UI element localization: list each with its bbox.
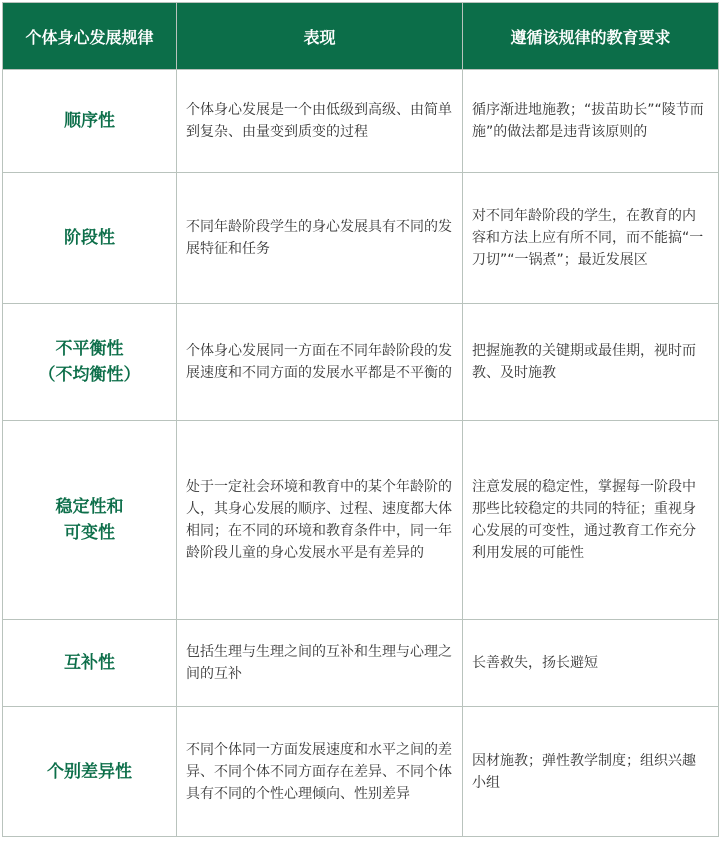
- law-name: [3, 70, 177, 173]
- law-name-line: （不均衡性）: [38, 365, 141, 385]
- header-manifestation: 表现: [177, 3, 463, 70]
- header-law: 个体身心发展规律: [3, 3, 177, 70]
- law-name-line: 阶段性: [64, 228, 115, 248]
- manifestation-cell: 不同个体同一方面发展速度和水平之间的差异、不同个体不同方面存在差异、不同个体具有不同的个性心理倾向、性别差异: [177, 707, 463, 837]
- law-name: [3, 421, 177, 620]
- law-name-line: 稳定性和: [55, 497, 124, 517]
- law-name: [3, 304, 177, 421]
- table-row: [3, 421, 719, 620]
- law-name-line: 可变性: [64, 523, 115, 543]
- law-name-line: 互补性: [64, 653, 115, 673]
- law-name-line: 个别差异性: [47, 761, 132, 782]
- table-row: [3, 70, 719, 173]
- requirement-cell: 把握施教的关键期或最佳期，视时而教、及时施教: [463, 304, 719, 421]
- law-name: [3, 173, 177, 304]
- requirement-cell: 长善救失，扬长避短: [463, 620, 719, 707]
- development-laws-table: [2, 2, 719, 837]
- header-row: [3, 3, 719, 70]
- law-name-line: 顺序性: [64, 111, 115, 131]
- law-name-line: 不平衡性: [55, 339, 124, 359]
- requirement-cell: 因材施教；弹性教学制度；组织兴趣小组: [463, 707, 719, 837]
- requirement-cell: 循序渐进地施教；“拔苗助长”“陵节而施”的做法都是违背该原则的: [463, 70, 719, 173]
- manifestation-cell: 处于一定社会环境和教育中的某个年龄阶的人，其身心发展的顺序、过程、速度都大体相同；在不同的环境和教育条件中，同一年龄阶段儿童的身心发展水平是有差异的: [177, 421, 463, 620]
- manifestation-cell: 包括生理与生理之间的互补和生理与心理之间的互补: [177, 620, 463, 707]
- table-row: [3, 620, 719, 707]
- table-row: [3, 304, 719, 421]
- law-name: [3, 707, 177, 837]
- requirement-cell: 注意发展的稳定性，掌握每一阶段中那些比较稳定的共同的特征；重视身心发展的可变性，通过教育工作充分利用发展的可能性: [463, 421, 719, 620]
- table-row: [3, 173, 719, 304]
- table-row: [3, 707, 719, 837]
- requirement-cell: 对不同年龄阶段的学生，在教育的内容和方法上应有所不同，而不能搞“一刀切”“一锅煮”；最近发展区: [463, 173, 719, 304]
- header-requirement: 遵循该规律的教育要求: [463, 3, 719, 70]
- manifestation-cell: 个体身心发展是一个由低级到高级、由简单到复杂、由量变到质变的过程: [177, 70, 463, 173]
- manifestation-cell: 个体身心发展同一方面在不同年龄阶段的发展速度和不同方面的发展水平都是不平衡的: [177, 304, 463, 421]
- manifestation-cell: 不同年龄阶段学生的身心发展具有不同的发展特征和任务: [177, 173, 463, 304]
- law-name: [3, 620, 177, 707]
